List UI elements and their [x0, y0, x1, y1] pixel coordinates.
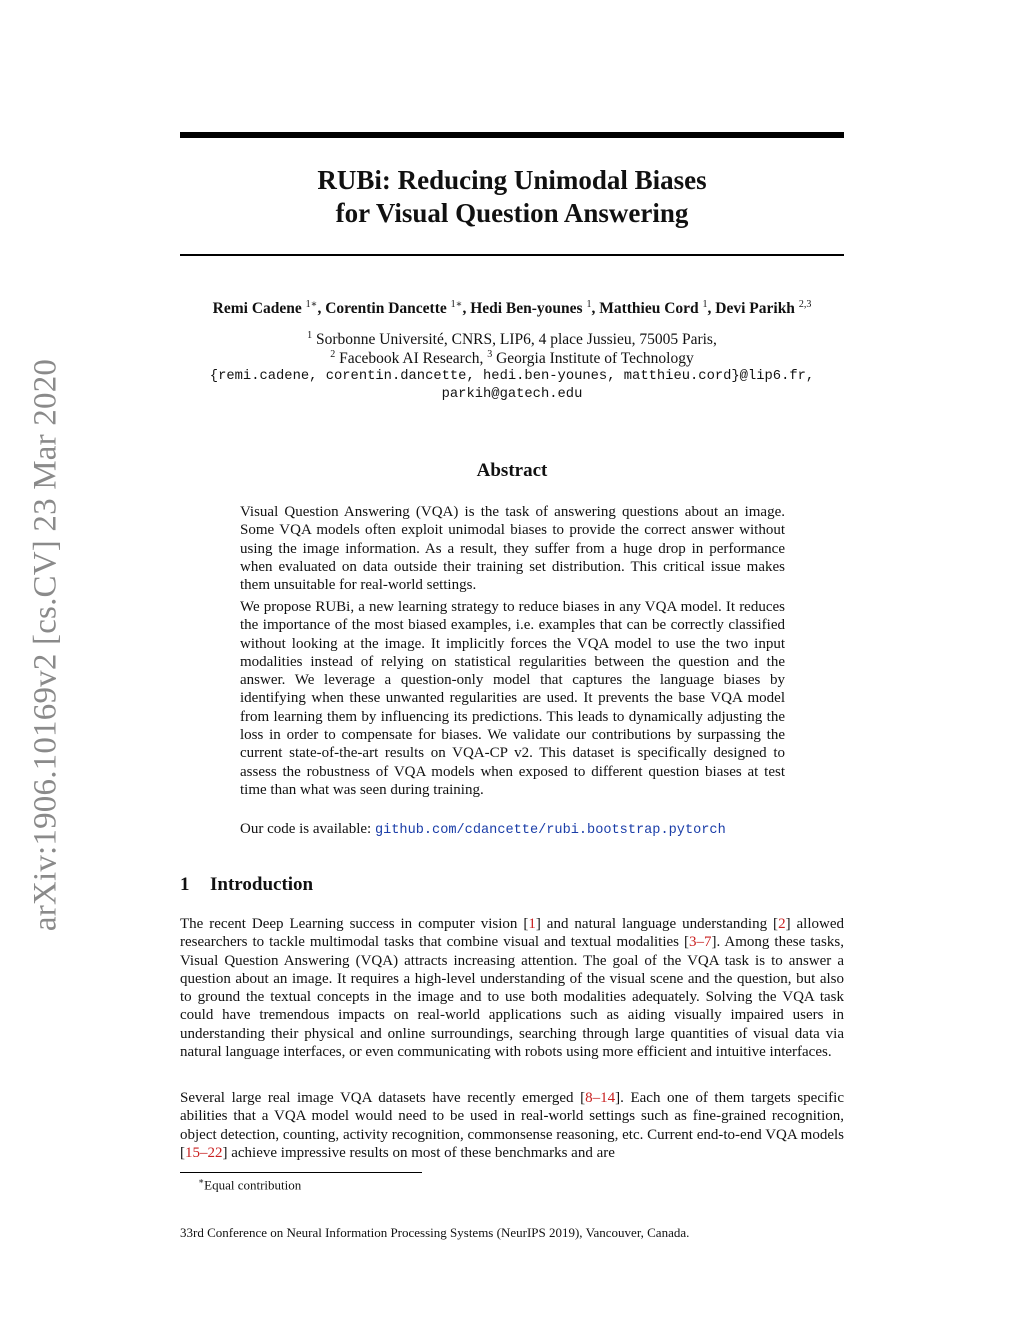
section-number: 1: [180, 874, 190, 895]
section-title: Introduction: [210, 874, 314, 895]
affiliation-line-2: $^2$ Facebook AI Research, $^3$ Georgia Institute of Technology: [330, 349, 694, 368]
author-affil-sup: 1∗: [450, 299, 463, 310]
citation-link[interactable]: 2: [778, 916, 786, 932]
citation-link[interactable]: 1: [528, 916, 536, 932]
author-affil-sup: 2,3: [798, 299, 812, 310]
footnote: [198, 1176, 301, 1193]
title-line-1: RUBi: Reducing Unimodal Biases: [317, 165, 707, 195]
abstract-heading: Abstract: [476, 460, 548, 481]
author-affil-sup: 1: [586, 299, 592, 310]
paper-title: [180, 164, 844, 230]
arxiv-identifier-sidebar: [22, 350, 70, 940]
title-rule-bottom: [180, 254, 844, 256]
author-name: Matthieu Cord: [599, 300, 699, 318]
arxiv-id-text: arXiv:1906.10169v2 [cs.CV] 23 Mar 2020: [27, 358, 64, 932]
abstract-paragraph-2: We propose RUBi, a new learning strategy to reduce biases in any VQA model. It reduces the importance of the most biased examples, i.e. examples that can be correctly classified without looking at the image. It implicitly forces the VQA model to use the two input modalities instead of relying on statistical regularities between the question and the answer. We leverage a question-only model that captures the language biases by identifying when these unwanted regularities are used. It prevents the base VQA model from learning them by influencing its predictions. This leads to dynamically adjusting the loss in order to compensate for biases. We validate our contributions by surpassing the current state-of-the-art results on VQA-CP v2. This dataset is specifically designed to assess the robustness of VQA models when exposed to different question biases at test time than what was seen during training.: [240, 599, 785, 798]
intro-paragraph-2: Several large real image VQA datasets have recently emerged [8–14]. Each one of them targets specific abilities that a VQA model would need to be used in real-world settings such as fine-grained recognition, object detection, counting, activity recognition, commonsense reasoning, etc. Current end-to-end VQA models [15–22] achieve impressive results on most of these benchmarks and are: [180, 1090, 844, 1161]
citation-link[interactable]: 15–22: [185, 1144, 223, 1161]
citation-link[interactable]: 3–7: [689, 934, 712, 951]
abstract-paragraph-1: Visual Question Answering (VQA) is the task of answering questions about an image. Some VQA models often exploit unimodal biases to provide the correct answer without using the image information. As a result, they suffer from a huge drop in performance when evaluated on data outside their training set distribution. This critical issue makes them unsuitable for real-world settings.: [240, 504, 785, 594]
abstract-code-line: Our code is available: github.com/cdancette/rubi.bootstrap.pytorch: [240, 821, 726, 838]
email-line-2: parkih@gatech.edu: [441, 387, 583, 402]
conference-notice: 33rd Conference on Neural Information Processing Systems (NeurIPS 2019), Vancouver, Canada.: [180, 1225, 690, 1240]
affiliation-line-1: $^1$ Sorbonne Université, CNRS, LIP6, 4 place Jussieu, 75005 Paris,: [307, 330, 717, 349]
title-line-2: for Visual Question Answering: [335, 198, 689, 228]
citation-link[interactable]: 8–14: [585, 1090, 616, 1106]
author-affil-sup: 1∗: [305, 299, 318, 310]
author-name: Devi Parikh: [715, 300, 795, 318]
title-rule-top: [180, 132, 844, 138]
author-affil-sup: 1: [702, 299, 708, 310]
code-repository-link[interactable]: github.com/cdancette/rubi.bootstrap.pytorch: [374, 823, 726, 838]
author-list: Remi Cadene $^{1∗}$, Corentin Dancette $^{1∗}$, Hedi Ben-younes $^1$, Matthieu Cord $^1$, Devi Parikh $^{2,3}$: [212, 299, 812, 318]
email-line-1: {remi.cadene, corentin.dancette, hedi.ben-younes, matthieu.cord}@lip6.fr,: [209, 369, 815, 384]
author-name: Corentin Dancette: [325, 300, 447, 318]
author-name: Hedi Ben-younes: [470, 300, 583, 318]
footnote-rule: [180, 1172, 422, 1173]
footnote-mark: ∗: [198, 1176, 205, 1186]
intro-paragraph-1: The recent Deep Learning success in computer vision [1] and natural language understanding [2] allowed researchers to tackle multimodal tasks that combine visual and textual modalities [3–7]. Among these tasks, Visual Question Answering (VQA) attracts increasing attention. The goal of the VQA task is to answer a question about an image. It requires a high-level understanding of the visual scene and the question, but also to ground the textual concepts in the image and to use both modalities adequately. Solving the VQA task could have tremendous impacts on real-world applications such as aiding visually impaired users in understanding their physical and online surroundings, searching through large quantities of visual data via natural language interfaces, or even communicating with robots using more efficient and intuitive interfaces.: [180, 916, 844, 1061]
footnote-text: Equal contribution: [204, 1177, 302, 1193]
section-heading-introduction: [180, 874, 313, 896]
author-name: Remi Cadene: [212, 300, 302, 318]
